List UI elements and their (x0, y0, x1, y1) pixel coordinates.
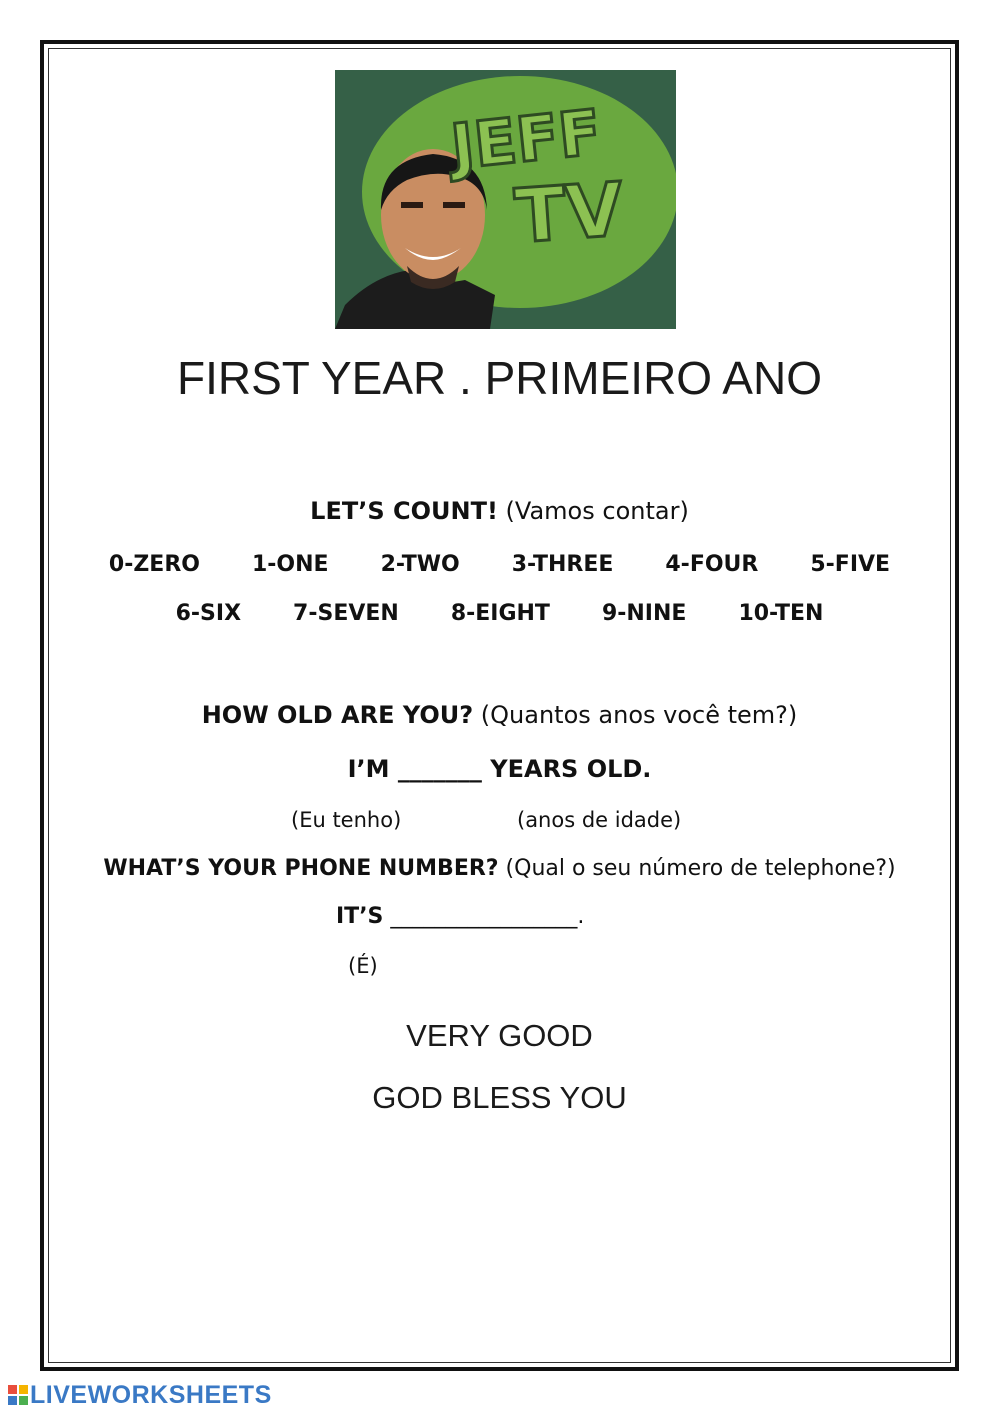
logo-text-jeff: JEFF (447, 95, 605, 184)
liveworksheets-footer[interactable] (8, 1380, 272, 1409)
number-item: 8-EIGHT (450, 601, 550, 626)
number-item: 7-SEVEN (293, 601, 399, 626)
number-item: 1-ONE (251, 552, 329, 577)
page-title: FIRST YEAR . PRIMEIRO ANO (177, 352, 822, 404)
age-translation-right: (anos de idade) (517, 808, 682, 832)
count-heading-translation: (Vamos contar) (505, 497, 689, 525)
age-question-translation: (Quantos anos você tem?) (480, 701, 798, 729)
count-heading-text: LET’S COUNT! (310, 497, 498, 525)
age-answer-blank[interactable]: _______ (397, 755, 482, 783)
age-answer-prefix: I’M (347, 755, 390, 783)
numbers-row-2 (40, 600, 959, 628)
number-item: 10-TEN (738, 601, 824, 626)
number-item: 6-SIX (175, 601, 242, 626)
numbers-row-1 (40, 551, 959, 579)
phone-question (40, 855, 959, 883)
number-item: 4-FOUR (665, 552, 759, 577)
logo-text-tv: TV (512, 166, 626, 261)
age-answer-suffix: YEARS OLD. (490, 755, 652, 783)
number-item: 9-NINE (601, 601, 687, 626)
phone-question-translation: (Qual o seu número de telephone?) (505, 856, 896, 881)
liveworksheets-brand: LIVEWORKSHEETS (30, 1380, 272, 1409)
age-question (40, 700, 959, 730)
age-translation-left: (Eu tenho) (291, 808, 402, 832)
phone-translation: (É) (348, 954, 378, 978)
jeff-tv-logo (335, 70, 676, 329)
number-item: 0-ZERO (108, 552, 200, 577)
closing-line-1: VERY GOOD (406, 1018, 593, 1053)
number-item: 5-FIVE (810, 552, 891, 577)
count-heading (40, 496, 959, 526)
phone-answer (336, 903, 584, 931)
liveworksheets-logo-icon (8, 1385, 28, 1405)
phone-question-text: WHAT’S YOUR PHONE NUMBER? (103, 856, 499, 881)
jeff-tv-logo-art (335, 70, 676, 329)
age-answer (40, 754, 959, 784)
number-item: 2-TWO (380, 552, 460, 577)
phone-answer-blank[interactable]: _________________. (390, 904, 585, 929)
phone-answer-prefix: IT’S (336, 904, 384, 929)
closing-line-2: GOD BLESS YOU (372, 1080, 627, 1115)
age-question-text: HOW OLD ARE YOU? (201, 701, 474, 729)
number-item: 3-THREE (511, 552, 614, 577)
